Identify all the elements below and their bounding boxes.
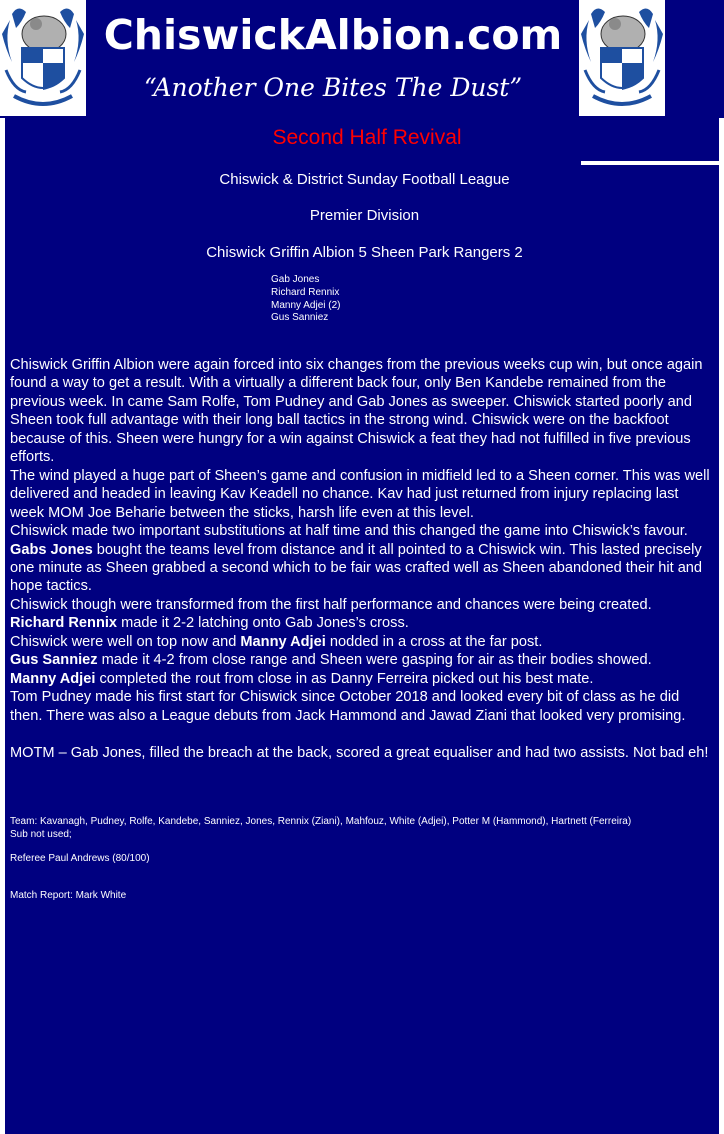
player-name: Gus Sanniez <box>10 652 98 669</box>
article-panel <box>5 118 719 1134</box>
team-lineup: Team: Kavanagh, Pudney, Rolfe, Kandebe, Sanniez, Jones, Rennix (Ziani), Mahfouz, White (Adjei), Potter M (Hammond), Hartnett (Ferreira) <box>10 816 632 827</box>
player-name: Richard Rennix <box>10 615 118 632</box>
match-report <box>10 356 715 762</box>
scorer-item: Richard Rennix <box>271 286 340 298</box>
report-paragraph <box>10 651 715 669</box>
report-paragraph <box>10 670 715 688</box>
report-text: Tom Pudney made his first start for Chiswick since October 2018 and looked every bit of class as he did then. There was also a League debuts from Jack Hammond and Jawad Ziani that looked very promising. <box>10 689 686 724</box>
scorers-list <box>271 274 340 325</box>
report-author: Match Report: Mark White <box>10 890 127 901</box>
report-paragraph <box>10 596 715 614</box>
club-crest-left <box>0 0 86 116</box>
subs-not-used: Sub not used; <box>10 829 72 840</box>
report-text: Chiswick though were transformed from the first half performance and chances were being created. <box>10 596 652 613</box>
club-crest-right <box>579 0 665 116</box>
report-text: completed the rout from close in as Danny Ferreira picked out his best mate. <box>95 670 594 687</box>
griffin-crest-icon <box>579 0 665 116</box>
spacer <box>10 725 715 743</box>
player-name: Gabs Jones <box>10 541 93 558</box>
site-tagline: “Another One Bites The Dust” <box>143 73 523 102</box>
player-name: Manny Adjei <box>240 633 326 650</box>
league-name: Chiswick & District Sunday Football League <box>219 171 510 188</box>
report-paragraph <box>10 614 715 632</box>
griffin-crest-icon <box>0 0 86 116</box>
article-title: Second Half Revival <box>272 126 462 149</box>
report-text: nodded in a cross at the far post. <box>325 633 543 650</box>
scorer-item: Gab Jones <box>271 274 320 285</box>
report-paragraph <box>10 688 715 725</box>
scorer-item: Gus Sanniez <box>271 312 329 324</box>
report-text: made it 4-2 from close range and Sheen were gasping for air as their bodies showed. <box>97 652 652 669</box>
match-result: Chiswick Griffin Albion 5 Sheen Park Rangers 2 <box>206 244 523 261</box>
referee-line: Referee Paul Andrews (80/100) <box>10 853 150 864</box>
division-name: Premier Division <box>309 207 420 224</box>
report-paragraph <box>10 356 715 467</box>
report-text: bought the teams level from distance and it all pointed to a Chiswick win. This lasted precisely one minute as Sheen grabbed a second which to be fair was crafted well as Sheen abandoned their hit and hope tactics. <box>10 541 703 595</box>
report-text: Chiswick made two important substitutions at half time and this changed the game into Chiswick’s favour. <box>10 523 688 540</box>
report-paragraph <box>10 467 715 522</box>
report-text: Chiswick were well on top now and <box>10 633 241 650</box>
player-name: Manny Adjei <box>10 670 96 687</box>
report-text: Chiswick Griffin Albion were again forced into six changes from the previous weeks cup win, but once again found a way to get a result. With a virtually a different back four, only Ben Kandebe remained from the previous week. In came Sam Rolfe, Tom Pudney and Gab Jones as sweeper. Chiswick started poorly and Sheen took full advantage with their long ball tactics in the strong wind. Chiswick were on the backfoot because of this. Sheen were hungry for a win against Chiswick a feat they had not fulfilled in five previous efforts. <box>10 357 703 466</box>
scorer-item: Manny Adjei (2) <box>271 299 341 311</box>
motm-paragraph: MOTM – Gab Jones, filled the breach at the back, scored a great equaliser and had two assists. Not bad eh! <box>10 744 709 761</box>
report-text: made it 2-2 latching onto Gab Jones’s cross. <box>117 615 409 632</box>
site-header <box>0 0 724 118</box>
divider <box>581 161 724 165</box>
site-title[interactable]: ChiswickAlbion.com <box>103 11 563 59</box>
report-text: The wind played a huge part of Sheen’s game and confusion in midfield led to a Sheen corner. This was well delivered and headed in leaving Kav Keadell no chance. Kav had just returned from injury replacing last week MOM Joe Beharie between the sticks, harsh life even at this level. <box>10 467 710 521</box>
report-paragraph <box>10 633 715 651</box>
report-paragraph <box>10 522 715 596</box>
